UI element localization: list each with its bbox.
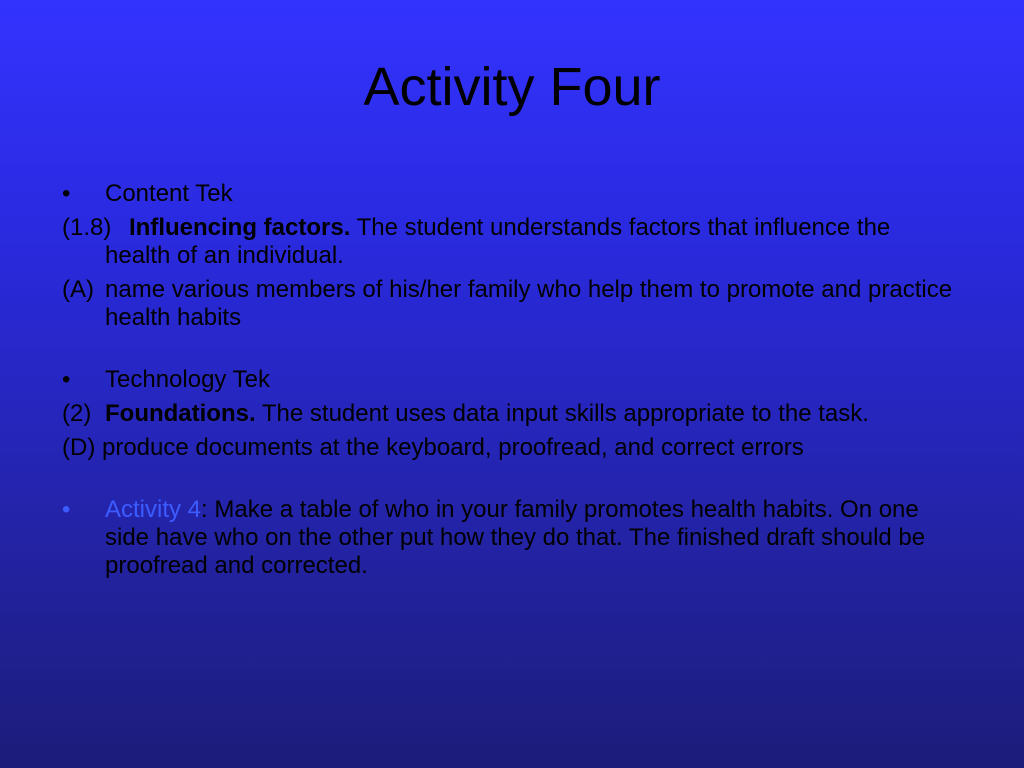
technology-tek-standard-prefix: (2) [62,400,92,427]
slide-body [62,180,962,586]
content-tek-standard [62,214,962,270]
technology-tek-standard-text: The student uses data input skills appropriate to the task. [255,400,869,427]
activity-label: Activity 4 [105,496,202,523]
content-tek-standard-bold: Influencing factors. [129,214,351,241]
content-tek-heading: Content Tek [105,180,233,207]
technology-tek-heading: Technology Tek [105,366,270,393]
activity-item [62,496,962,580]
content-tek-expectation-prefix: (A) [62,276,94,303]
technology-tek-expectation: (D) produce documents at the keyboard, proofread, and correct errors [62,434,804,461]
technology-tek-standard-bold: Foundations. [105,400,256,427]
activity-text: Make a table of who in your family promotes health habits. On one side have who on the other put how they do that. The finished draft should be proofread and corrected. [105,496,926,579]
activity-colon: : [201,496,208,523]
content-tek-standard-text: The student understands factors that influence the health of an individual. [105,214,891,269]
content-tek-item [62,180,962,208]
bullet-icon: • [62,366,71,393]
slide-title: Activity Four [363,57,661,117]
bullet-icon: • [62,496,71,523]
technology-tek-item [62,366,962,394]
content-tek-standard-prefix: (1.8) [62,214,112,241]
technology-tek-standard [62,400,962,428]
spacer [62,338,962,366]
content-tek-expectation [62,276,962,332]
content-tek-expectation-text: name various members of his/her family who help them to promote and practice health habits [105,276,953,331]
bullet-icon: • [62,180,71,207]
spacer [62,468,962,496]
